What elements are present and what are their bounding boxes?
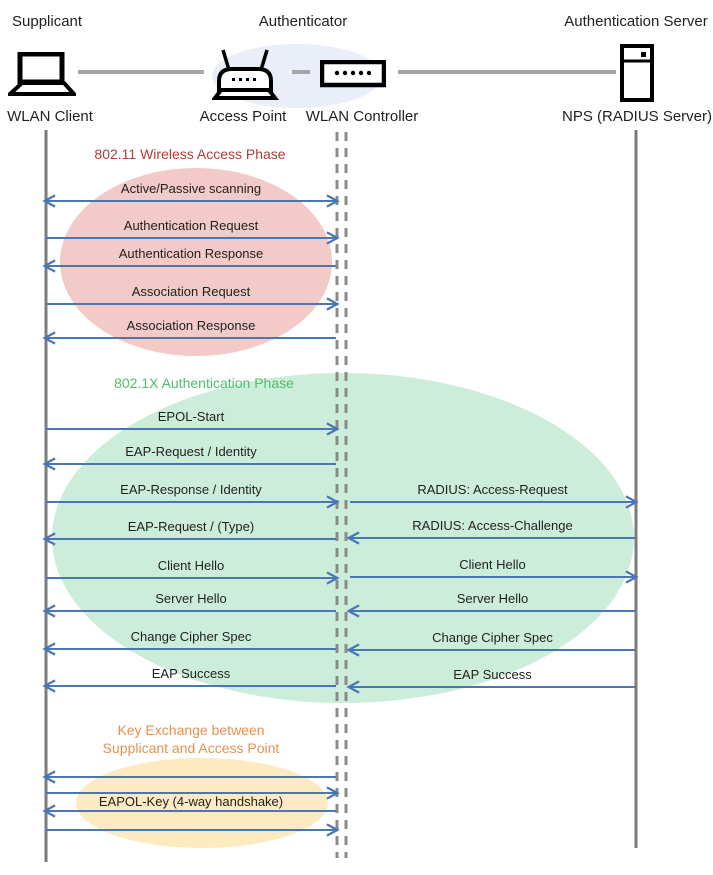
message-label: Authentication Request <box>123 218 259 233</box>
message-label: EAPOL-Key (4-way handshake) <box>98 794 284 809</box>
device-label-nps: NPS (RADIUS Server) <box>561 108 713 125</box>
message-label: RADIUS: Access-Request <box>417 482 568 497</box>
message-label: Change Cipher Spec <box>432 630 553 645</box>
message-label: Client Hello <box>459 557 526 572</box>
message-label: Association Request <box>131 284 251 299</box>
message-label: Active/Passive scanning <box>120 181 262 196</box>
message-label: Server Hello <box>155 591 227 606</box>
message-label: EAP-Request / (Type) <box>127 519 255 534</box>
message-label: RADIUS: Access-Challenge <box>412 518 573 533</box>
message-label: EAP Success <box>453 667 532 682</box>
message-label: Association Response <box>126 318 256 333</box>
actor-title-auth-server: Authentication Server <box>564 13 708 30</box>
actor-title-authenticator: Authenticator <box>258 13 348 30</box>
phase-title-key-line2: Supplicant and Access Point <box>102 740 280 756</box>
device-label-wlan-client: WLAN Client <box>7 108 93 125</box>
device-label-wlan-controller: WLAN Controller <box>305 108 419 125</box>
message-label: EPOL-Start <box>157 409 225 424</box>
message-label: EAP-Response / Identity <box>120 482 262 497</box>
message-label: EAP-Request / Identity <box>125 444 257 459</box>
phase-title-80211: 802.11 Wireless Access Phase <box>94 146 286 162</box>
message-label: Authentication Response <box>118 246 264 261</box>
device-label-access-point: Access Point <box>199 108 287 125</box>
message-label: Server Hello <box>456 591 529 606</box>
message-label: Change Cipher Spec <box>130 629 252 644</box>
phase-title-8021x: 802.1X Authentication Phase <box>114 375 294 391</box>
phase-title-key-line1: Key Exchange between <box>117 722 265 738</box>
message-label: Client Hello <box>157 558 225 573</box>
message-label: EAP Success <box>151 666 231 681</box>
actor-title-supplicant: Supplicant <box>12 13 83 30</box>
